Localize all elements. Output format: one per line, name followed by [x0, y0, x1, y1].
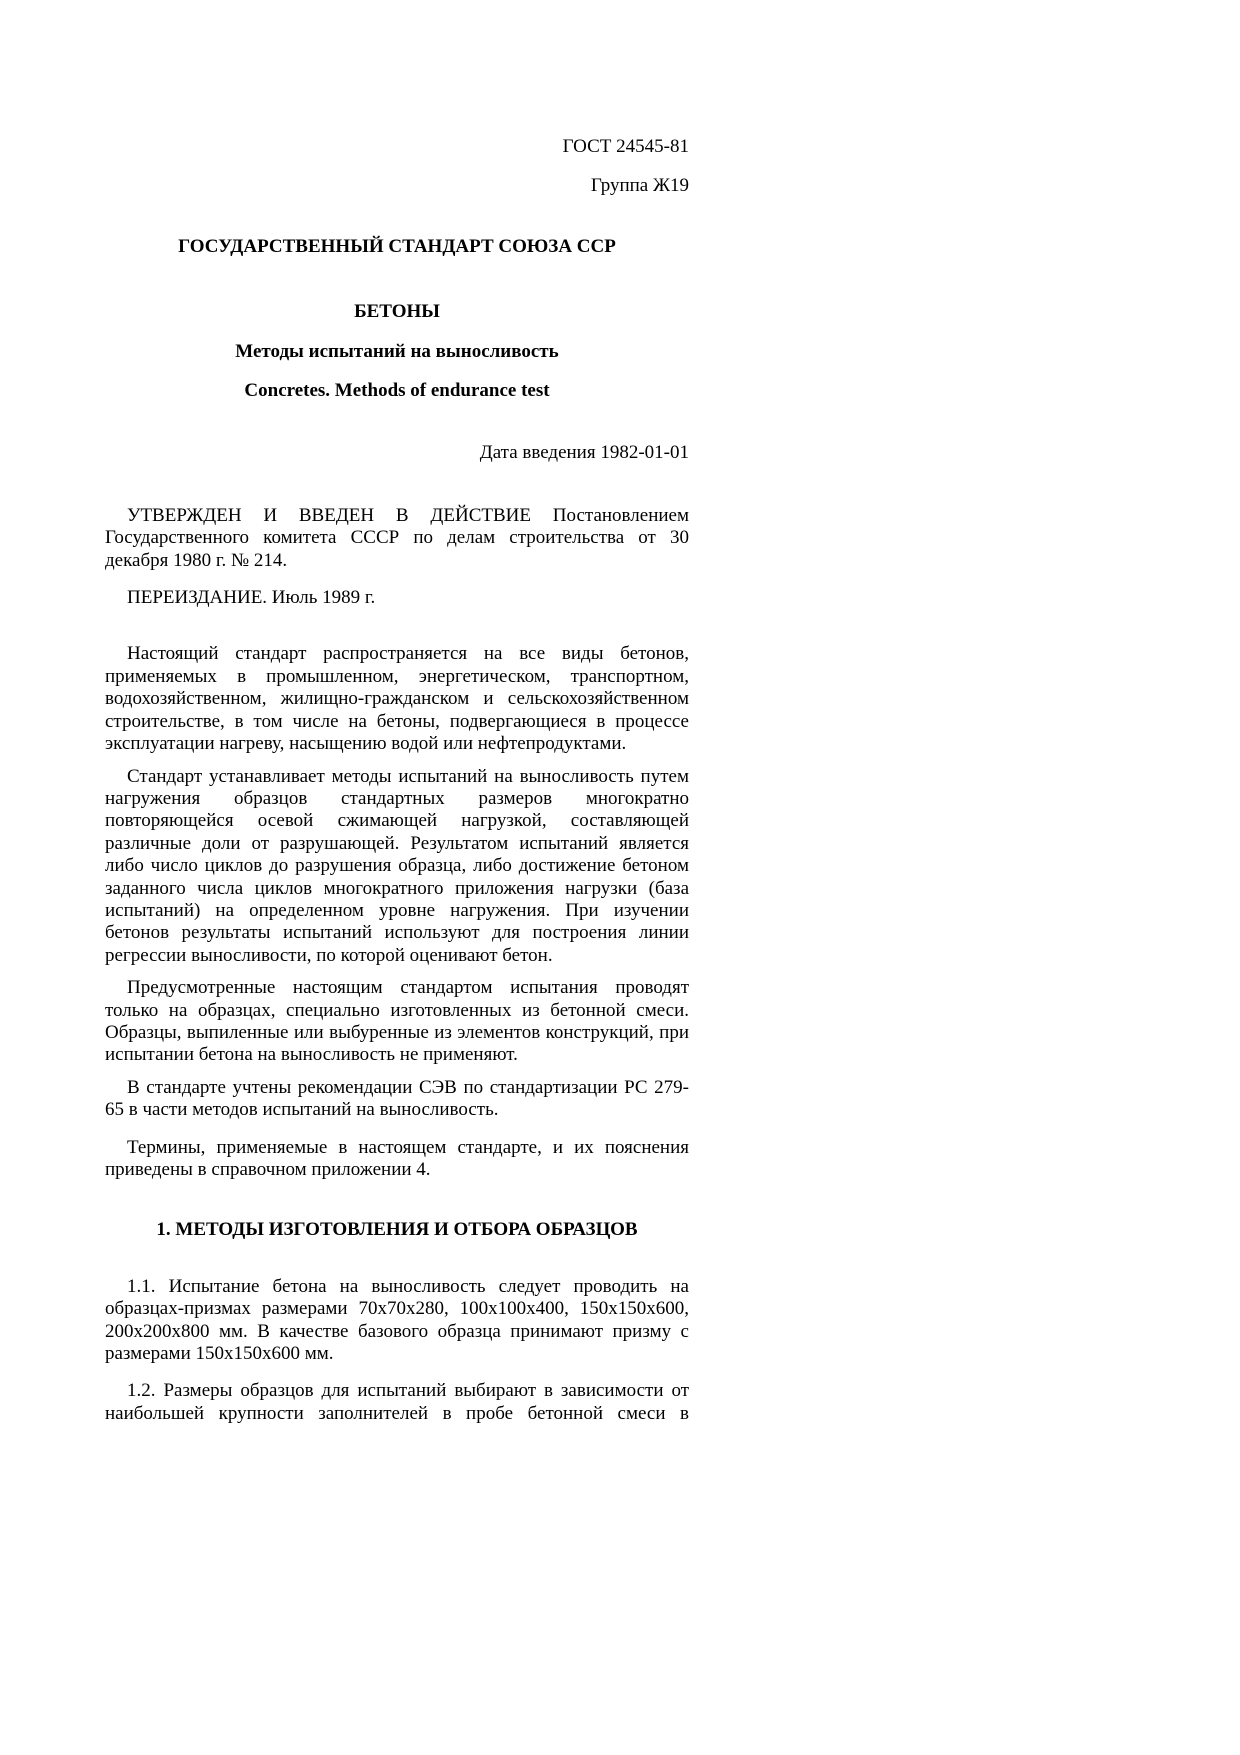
doc-number: ГОСТ 24545-81: [562, 136, 689, 157]
scope-paragraph-5: Термины, применяемые в настоящем стандарте, и их пояснения приведены в справочном приложении 4.: [105, 1136, 689, 1180]
scope-paragraph-1: Настоящий стандарт распространяется на все виды бетонов, применяемых в промышленном, энергетическом, транспортном, водохозяйственном, жилищно-гражданском и сельскохозяйственном строительстве, в том числе на бетоны, подвергающиеся в процессе эксплуатации нагреву, насыщению водой или нефтепродуктами.: [105, 643, 689, 755]
standard-org-title: ГОСУДАРСТВЕННЫЙ СТАНДАРТ СОЮЗА ССР: [178, 235, 616, 257]
section-1-heading: 1. МЕТОДЫ ИЗГОТОВЛЕНИЯ И ОТБОРА ОБРАЗЦОВ: [156, 1219, 638, 1241]
group-code: Группа Ж19: [590, 175, 689, 197]
document-page: [105, 136, 689, 1425]
scope-paragraph-2: Стандарт устанавливает методы испытаний на выносливость путем нагружения образцов стандартных размеров многократно повторяющейся осевой сжимающей нагрузкой, составляющей различные доли от разрушающей. Результатом испытаний является либо число циклов до разрушения образца, либо достижение бетоном заданного числа циклов многократного приложения нагрузки (база испытаний) на определенном уровне нагружения. При изучении бетонов результаты испытаний используют для построения линии регрессии выносливости, по которой оценивают бетон.: [105, 765, 689, 966]
scope-paragraph-4: В стандарте учтены рекомендации СЭВ по стандартизации РС 279-65 в части методов испытаний на выносливость.: [105, 1076, 689, 1121]
clause-1-2: 1.2. Размеры образцов для испытаний выбирают в зависимости от наибольшей крупности заполнителей в пробе бетонной смеси в: [105, 1380, 689, 1424]
reissue-note: ПЕРЕИЗДАНИЕ. Июль 1989 г.: [127, 587, 376, 609]
doc-subtitle-en: Concretes. Methods of endurance test: [244, 380, 550, 402]
effective-date: Дата введения 1982-01-01: [479, 442, 689, 464]
doc-title: БЕТОНЫ: [354, 301, 440, 323]
scope-paragraph-3: Предусмотренные настоящим стандартом испытания проводят только на образцах, специально изготовленных из бетонной смеси. Образцы, выпиленные или выбуренные из элементов конструкций, при испытании бетона на выносливость не применяют.: [105, 977, 689, 1066]
approval-paragraph: УТВЕРЖДЕН И ВВЕДЕН В ДЕЙСТВИЕ Постановлением Государственного комитета СССР по делам строительства от 30 декабря 1980 г. № 214.: [105, 504, 689, 571]
clause-1-1: 1.1. Испытание бетона на выносливость следует проводить на образцах-призмах размерами 70х70х280, 100х100х400, 150х150х600, 200х200х800 мм. В качестве базового образца принимают призму с размерами 150х150х600 мм.: [105, 1275, 689, 1365]
doc-subtitle-ru: Методы испытаний на выносливость: [235, 340, 559, 362]
